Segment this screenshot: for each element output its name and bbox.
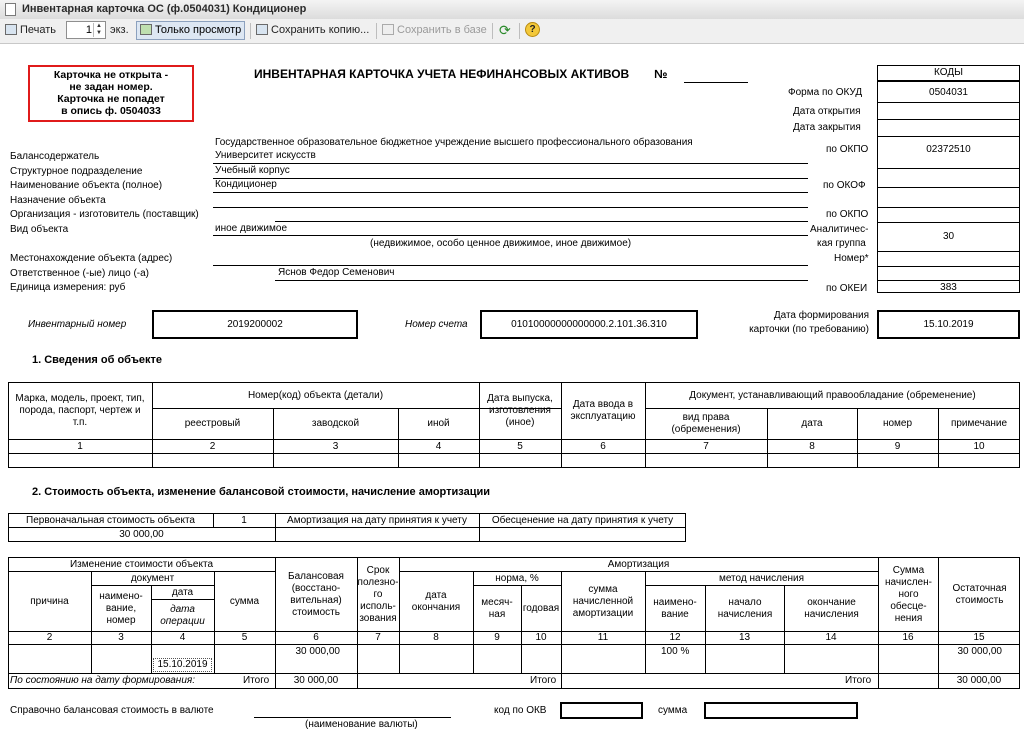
print-button[interactable] — [5, 22, 56, 39]
window-title: Инвентарная карточка ОС (ф.0504031) Кондиционер — [22, 3, 307, 15]
col-commission: Дата ввода в эксплуатацию — [570, 399, 636, 422]
col-num-label: 15 — [973, 632, 985, 643]
col-date: дата — [801, 418, 823, 429]
underline — [213, 178, 808, 179]
okof-label: по ОКОФ — [823, 180, 866, 191]
unit-label: Единица измерения: руб — [10, 282, 126, 293]
col-num-label: 13 — [738, 632, 751, 643]
save-db-label: Сохранить в базе — [397, 24, 487, 36]
col-other: иной — [427, 418, 450, 429]
toolbar-separator — [519, 23, 520, 39]
col-num-label: 5 — [517, 440, 523, 452]
col-impair: Сумма начислен-ного обесце-нения — [885, 564, 932, 624]
col-end-date: дата окончания — [411, 589, 461, 613]
okei-label: по ОКЕИ — [826, 283, 868, 294]
col-num-label: 2 — [209, 440, 216, 452]
col-num-label: 11 — [597, 632, 609, 643]
grid-line — [479, 382, 480, 468]
row-residual: 30 000,00 — [957, 646, 1002, 657]
inventory-value: 2019200002 — [227, 319, 283, 330]
col-num-label: 5 — [241, 632, 248, 643]
col-num: номер — [882, 418, 913, 429]
col-num-label: 9 — [894, 440, 901, 452]
warning-line: Карточка не попадет — [57, 93, 165, 105]
okv-box — [560, 702, 643, 719]
col-num-label: 4 — [435, 440, 442, 452]
total-residual: 30 000,00 — [956, 675, 1002, 686]
underline — [213, 207, 808, 208]
codes-divider — [877, 187, 1020, 188]
spin-arrows-icon[interactable]: ▲ ▼ — [93, 23, 104, 37]
number-label: Номер* — [834, 253, 869, 264]
warning-line: в опись ф. 0504033 — [61, 105, 161, 117]
print-label: Печать — [20, 24, 57, 36]
row-balance: 30 000,00 — [295, 646, 340, 657]
codes-divider — [877, 168, 1020, 169]
copies-value: 1 — [85, 24, 92, 36]
grid-line — [784, 585, 785, 673]
toolbar-separator — [492, 23, 493, 39]
col-num-label: 7 — [703, 440, 709, 452]
col-num-label: 1 — [77, 440, 83, 452]
grid-line — [91, 571, 92, 673]
toolbar-separator — [376, 23, 377, 39]
col-brand: Марка, модель, проект, тип, порода, паспорт, чертеж и т.п. — [15, 393, 145, 428]
view-only-toggle[interactable] — [136, 21, 245, 40]
amort-accept-label: Амортизация на дату принятия к учету — [287, 514, 467, 526]
warning-line: Карточка не открыта - — [53, 69, 169, 81]
kind-value: иное движимое — [215, 223, 288, 234]
document-icon — [5, 3, 16, 16]
grid-line — [275, 557, 276, 689]
division-label: Структурное подразделение — [10, 166, 143, 177]
okpo-value: 02372510 — [926, 144, 971, 155]
name-label: Наименование объекта (полное) — [10, 180, 163, 191]
view-only-label: Только просмотр — [155, 24, 242, 36]
okpo-label: по ОКПО — [826, 144, 869, 155]
col-factory: заводской — [311, 418, 360, 429]
save-icon — [256, 24, 268, 35]
col-method-start: начало начисления — [717, 596, 773, 620]
col-doc-group: Документ, устанавливающий правообладание (обременение) — [689, 390, 976, 401]
responsible-label: Ответственное (-ые) лицо (-а) — [10, 268, 149, 279]
number-sign: № — [654, 67, 668, 81]
col-note: примечание — [950, 418, 1008, 429]
division-value: Учебный корпус — [215, 165, 290, 176]
warning-line: не задан номер. — [69, 81, 153, 93]
col-num-label: 4 — [179, 632, 186, 643]
help-icon[interactable]: ? — [525, 22, 540, 37]
codes-divider — [877, 119, 1020, 120]
initial-label: Первоначальная стоимость объекта — [26, 514, 195, 526]
toolbar — [0, 19, 1024, 44]
col-num-label: 12 — [669, 632, 681, 643]
col-num-label: 9 — [494, 632, 500, 643]
account-label: Номер счета — [405, 319, 468, 330]
grid-line — [8, 644, 1020, 645]
section2-title: 2. Стоимость объекта, изменение балансовой стоимости, начисление амортизации — [32, 486, 490, 498]
holder-value: Государственное образовательное бюджетное учреждение высшего профессионального образования — [215, 137, 693, 148]
grid-line — [938, 557, 939, 689]
currency-label: Справочно балансовая стоимость в валюте — [10, 705, 214, 716]
purpose-label: Назначение объекта — [10, 195, 106, 206]
initial-num: 1 — [241, 514, 247, 526]
col-num-label: 2 — [46, 632, 53, 643]
underline — [254, 717, 451, 718]
underline — [684, 82, 748, 83]
copies-stepper[interactable] — [66, 21, 106, 39]
sum-label: сумма — [658, 705, 688, 716]
kind-label: Вид объекта — [10, 224, 69, 235]
name-value: Кондиционер — [215, 179, 277, 190]
section1-title: 1. Сведения об объекте — [32, 354, 162, 366]
row-method: 100 % — [661, 646, 690, 657]
report-body — [0, 44, 1024, 741]
col-change-group: Изменение стоимости объекта — [69, 558, 214, 570]
sum-box — [704, 702, 858, 719]
col-release: Дата выпуска, изготовления (иное) — [487, 393, 553, 428]
col-num-label: 10 — [535, 632, 547, 643]
col-method-end: окончание начисления — [804, 596, 859, 620]
refresh-icon[interactable]: ⟳ — [499, 22, 511, 38]
col-registry: реестровый — [184, 418, 241, 429]
underline — [213, 192, 808, 193]
account-value: 01010000000000000.2.101.36.310 — [511, 319, 667, 330]
col-num-label: 8 — [809, 440, 815, 452]
col-document: документ — [130, 572, 175, 584]
codes-divider — [877, 222, 1020, 223]
underline — [213, 235, 808, 236]
total-label: Итого — [243, 675, 270, 686]
save-copy-button[interactable] — [256, 22, 369, 39]
holder-value: Университет искусств — [215, 150, 316, 161]
underline — [275, 280, 808, 281]
codes-divider — [877, 280, 1020, 281]
analytic-value: 30 — [942, 231, 955, 242]
col-residual: Остаточная стоимость — [952, 582, 1007, 606]
total-label: Итого — [530, 675, 557, 686]
open-date-label: Дата открытия — [793, 106, 861, 117]
col-sum: сумма — [229, 595, 260, 607]
col-num-label: 6 — [313, 632, 319, 643]
window-titlebar — [0, 0, 1024, 20]
col-doc-name: наимено-вание, номер — [99, 590, 143, 626]
responsible-value: Яснов Федор Семенович — [278, 267, 395, 278]
codes-divider — [877, 207, 1020, 208]
initial-value: 30 000,00 — [119, 529, 164, 540]
underline — [213, 163, 808, 164]
page-title: ИНВЕНТАРНАЯ КАРТОЧКА УЧЕТА НЕФИНАНСОВЫХ АКТИВОВ — [254, 67, 630, 81]
save-copy-label: Сохранить копию... — [271, 24, 370, 36]
grid-line — [561, 382, 562, 468]
grid-line — [878, 557, 879, 689]
col-right: вид права (обременения) — [671, 412, 741, 435]
form-date-label: карточки (по требованию) — [749, 324, 869, 335]
col-method: метод начисления — [718, 572, 805, 584]
view-only-icon — [140, 24, 152, 35]
col-num-label: 6 — [600, 440, 606, 452]
underline — [275, 221, 808, 222]
col-doc-date-op: дата операции — [160, 603, 205, 627]
database-save-icon — [382, 24, 394, 35]
copies-suffix: экз. — [110, 24, 129, 36]
warning-box — [28, 65, 194, 122]
impair-accept-label: Обесценение на дату принятия к учету — [491, 514, 674, 526]
okv-label: код по ОКВ — [494, 705, 547, 716]
holder-label: Балансодержатель — [10, 151, 100, 162]
col-num-label: 10 — [973, 440, 985, 452]
maker-label: Организация - изготовитель (поставщик) — [10, 209, 199, 220]
grid-line — [705, 585, 706, 673]
col-num-label: 3 — [118, 632, 124, 643]
kind-hint: (недвижимое, особо ценное движимое, иное движимое) — [370, 238, 632, 249]
col-method-name: наимено-вание — [653, 596, 697, 620]
codes-divider — [877, 251, 1020, 252]
okpo2-label: по ОКПО — [826, 209, 869, 220]
col-reason: причина — [30, 595, 69, 607]
okei-value: 383 — [940, 282, 957, 293]
toolbar-separator — [250, 23, 251, 39]
codes-divider — [877, 266, 1020, 267]
col-doc-date: дата — [171, 586, 194, 598]
col-accrued: сумма начисленной амортизации — [572, 583, 634, 619]
grid-line — [399, 557, 400, 673]
printer-icon — [5, 24, 17, 35]
footer-state: По состоянию на дату формирования: — [10, 675, 195, 686]
col-num-label: 14 — [825, 632, 837, 643]
codes-divider — [877, 102, 1020, 103]
col-balance: Балансовая (восстано-вительная) стоимость — [288, 570, 344, 618]
col-amort-group: Амортизация — [607, 558, 670, 570]
col-term: Срок полезно-го исполь-зования — [357, 564, 399, 624]
col-monthly: месяч-ная — [481, 596, 513, 620]
form-date-label: Дата формирования — [773, 310, 869, 321]
grid-line — [561, 571, 562, 689]
close-date-label: Дата закрытия — [793, 122, 861, 133]
col-number-group: Номер(код) объекта (детали) — [247, 390, 384, 401]
analytic-label: Аналитичес- — [810, 224, 869, 235]
form-date-value: 15.10.2019 — [923, 319, 974, 330]
row-date: 15.10.2019 — [157, 659, 208, 670]
okud-value: 0504031 — [929, 87, 968, 98]
col-num-label: 8 — [433, 632, 439, 643]
codes-header — [877, 65, 1020, 81]
location-label: Местонахождение объекта (адрес) — [10, 253, 173, 264]
total-balance: 30 000,00 — [293, 675, 339, 686]
total-label: Итого — [845, 675, 872, 686]
col-yearly: годовая — [522, 602, 560, 614]
codes-title: КОДЫ — [934, 67, 963, 78]
currency-hint: (наименование валюты) — [305, 719, 418, 730]
save-db-button[interactable] — [382, 22, 487, 39]
grid-line — [8, 673, 1020, 674]
inventory-label: Инвентарный номер — [28, 319, 127, 330]
grid-line — [8, 453, 1020, 454]
col-num-label: 3 — [332, 440, 339, 452]
col-norm: норма, % — [495, 572, 539, 584]
analytic-label: кая группа — [817, 238, 866, 249]
codes-divider — [877, 136, 1020, 137]
col-num-label: 7 — [375, 632, 381, 643]
underline — [213, 265, 808, 266]
okud-label: Форма по ОКУД — [788, 87, 863, 98]
col-num-label: 16 — [902, 632, 914, 643]
